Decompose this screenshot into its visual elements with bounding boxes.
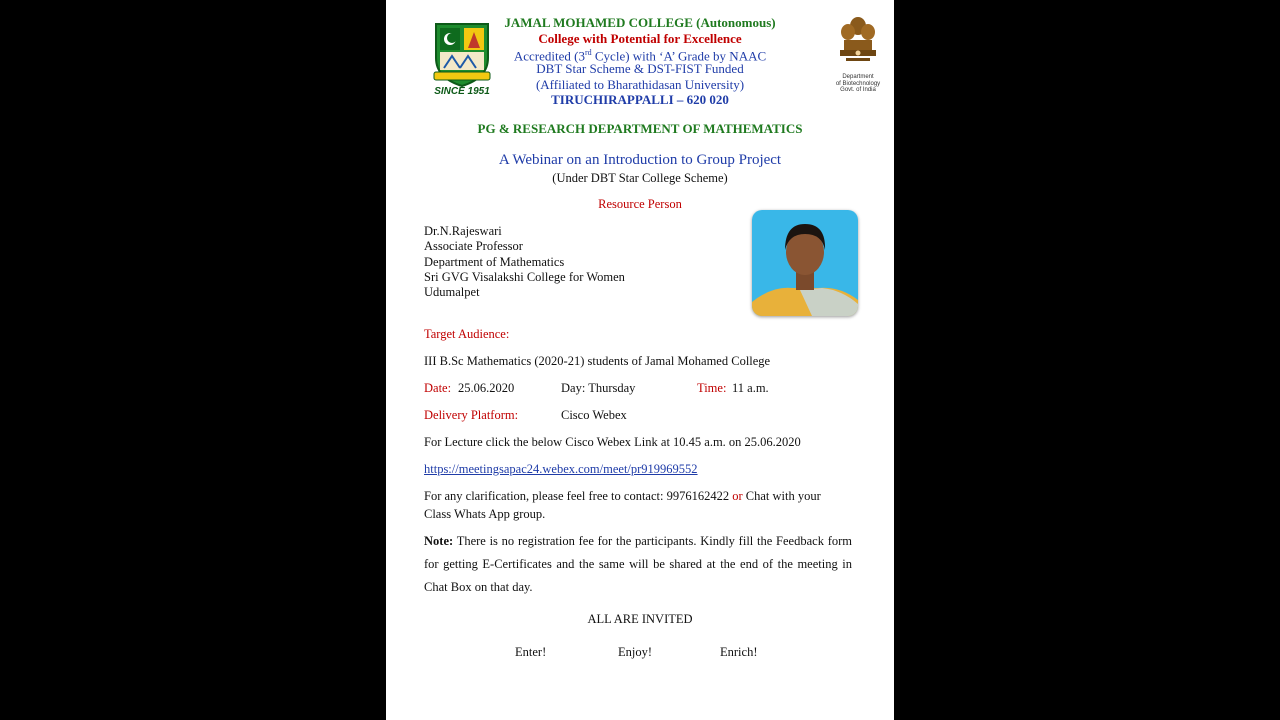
time-label: Time: — [697, 381, 727, 395]
resource-person-details — [424, 224, 625, 300]
note-text: There is no registration fee for the participants. Kindly fill the Feedback form for getting E-Certificates and the same will be shared at the end of the meeting in Chat Box on that day. — [424, 534, 852, 594]
time-value: 11 a.m. — [732, 381, 769, 395]
emblem-caption — [822, 74, 894, 94]
day-value: Day: Thursday — [561, 381, 636, 395]
contact-line-2: Class Whats App group. — [424, 507, 546, 521]
note-paragraph — [424, 530, 852, 599]
accreditation-post: Cycle) with ‘A’ Grade by NAAC — [591, 48, 767, 64]
target-audience-label: Target Audience: — [424, 327, 510, 341]
emblem-caption-line-1: Department — [842, 74, 874, 80]
college-tagline: College with Potential for Excellence — [538, 31, 742, 46]
invite-line: ALL ARE INVITED — [587, 612, 693, 626]
contact-or: or — [732, 489, 743, 503]
platform-value: Cisco Webex — [561, 408, 627, 422]
emblem-caption-line-2: of Biotechnology — [835, 80, 881, 87]
location-line: TIRUCHIRAPPALLI – 620 020 — [551, 92, 729, 107]
webinar-title: A Webinar on an Introduction to Group Project — [498, 152, 782, 168]
slogan-enjoy: Enjoy! — [618, 645, 653, 659]
slogan-enrich: Enrich! — [720, 645, 758, 659]
contact-chat: Chat with your — [742, 489, 821, 503]
ashoka-emblem-icon — [830, 14, 886, 70]
resource-person-heading: Resource Person — [598, 197, 682, 211]
date-value: 25.06.2020 — [458, 381, 515, 395]
target-audience-value: III B.Sc Mathematics (2020-21) students of Jamal Mohamed College — [424, 354, 771, 368]
gov-emblem — [830, 14, 886, 98]
funding-line: DBT Star Scheme & DST-FIST Funded — [536, 61, 744, 76]
college-name: JAMAL MOHAMED COLLEGE (Autonomous) — [504, 15, 776, 30]
affiliation-line: (Affiliated to Bharathidasan University) — [535, 77, 745, 92]
date-label: Date: — [424, 381, 452, 395]
since-label: SINCE 1951 — [434, 86, 490, 97]
document-page — [386, 0, 894, 720]
slogan-enter: Enter! — [515, 645, 547, 659]
person-portrait-icon — [752, 210, 858, 316]
platform-label: Delivery Platform: — [424, 408, 519, 422]
accreditation-pre: Accredited (3 — [513, 48, 585, 64]
emblem-caption-line-3: Govt. of India — [840, 87, 876, 93]
webinar-scheme: (Under DBT Star College Scheme) — [552, 171, 728, 185]
resource-department: Department of Mathematics — [424, 254, 565, 269]
resource-college: Sri GVG Visalakshi College for Women — [424, 269, 625, 284]
resource-name: Dr.N.Rajeswari — [424, 224, 502, 238]
contact-text: For any clarification, please feel free to contact: 9976162422 — [424, 489, 733, 503]
lecture-instruction: For Lecture click the below Cisco Webex Link at 10.45 a.m. on 25.06.2020 — [424, 435, 801, 449]
department-title: PG & RESEARCH DEPARTMENT OF MATHEMATICS — [477, 121, 803, 136]
note-label: Note: — [424, 534, 454, 548]
resource-designation: Associate Professor — [424, 239, 523, 254]
resource-place: Udumalpet — [424, 285, 480, 300]
resource-person-photo — [752, 210, 858, 316]
webex-meeting-link[interactable]: https://meetingsapac24.webex.com/meet/pr919969552 — [424, 462, 698, 476]
accreditation-sup: rd — [584, 48, 592, 57]
contact-line — [424, 489, 821, 504]
